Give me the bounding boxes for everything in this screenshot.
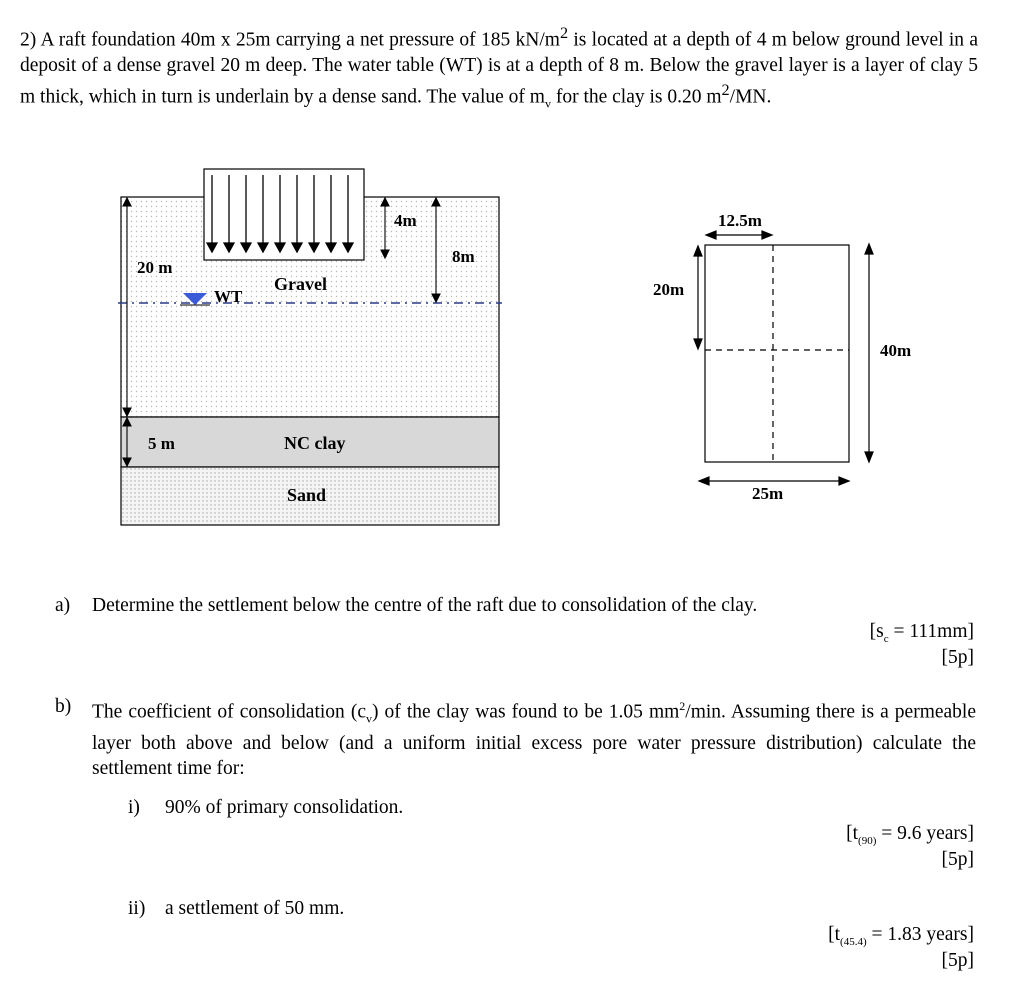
- label-sand: Sand: [287, 485, 327, 505]
- part-a-answer-rest: = 111mm]: [888, 621, 974, 642]
- part-bi-marker: i): [128, 797, 140, 818]
- intro-sup-1: 2: [559, 24, 569, 42]
- part-b-text-2: ) of the clay was found to be 1.05 mm: [371, 701, 680, 723]
- part-a-text: Determine the settlement below the centre of the raft due to consolidation of the clay.: [92, 595, 758, 616]
- label-8m: 8m: [452, 247, 475, 266]
- label-40m: 40m: [880, 341, 912, 360]
- part-a-marker: a): [55, 595, 71, 616]
- part-bi-answer-sub: (90): [858, 834, 877, 847]
- part-bii-marker: ii): [128, 898, 146, 919]
- label-nc-clay: NC clay: [284, 433, 346, 453]
- part-bii-answer-rest: = 1.83 years]: [866, 924, 974, 945]
- dim-20m: [694, 246, 702, 349]
- part-bii-marks: [5p]: [941, 950, 974, 971]
- label-wt: WT: [214, 287, 243, 306]
- label-4m: 4m: [394, 211, 417, 230]
- soil-section-figure: [110, 160, 510, 530]
- problem-statement: [20, 21, 978, 116]
- part-b-text: [92, 694, 976, 781]
- raft-plan-outline: [705, 245, 849, 462]
- part-b-text-1: The coefficient of consolidation (c: [92, 701, 366, 723]
- part-bii-text: a settlement of 50 mm.: [165, 898, 345, 919]
- part-b-sup: 2: [679, 699, 686, 713]
- raft-plan-figure: [640, 200, 912, 503]
- label-gravel: Gravel: [274, 274, 327, 294]
- part-b-marker: b): [55, 696, 72, 717]
- intro-text-2: is located at a depth of 4 m below ground level in a deposit of a dense gravel 20 m deep. The water table (WT) is at a depth of 8 m. Below the gravel layer is a layer of clay 5 m thick, which in turn is underlain by a dense sand. The value of m: [20, 29, 978, 107]
- part-bii-answer-open: [t: [828, 924, 841, 945]
- part-b-sub: v: [365, 711, 372, 726]
- label-25m: 25m: [752, 484, 784, 503]
- label-20m: 20 m: [137, 258, 173, 277]
- part-bi-answer-open: [t: [846, 823, 859, 844]
- label-5m: 5 m: [148, 434, 175, 453]
- label-20m-plan: 20m: [653, 280, 685, 299]
- intro-text-4: /MN.: [729, 86, 772, 107]
- dim-12-5m: [706, 231, 772, 239]
- part-bii-answer-sub: (45.4): [840, 935, 867, 948]
- intro-sup-2: 2: [721, 80, 730, 99]
- part-bi-answer-rest: = 9.6 years]: [876, 823, 974, 844]
- pressure-arrows: [207, 175, 353, 252]
- dim-40m: [865, 244, 873, 462]
- intro-sub-1: v: [544, 95, 551, 110]
- part-b-text-3: /min. Assuming there is a permeable layer both above and below (and a uniform initial excess pore water pressure distribution) calculate the settlement time for:: [92, 701, 977, 780]
- part-bi-text: 90% of primary consolidation.: [165, 797, 404, 818]
- part-a-answer-open: [s: [869, 621, 884, 642]
- label-12-5m: 12.5m: [718, 211, 762, 230]
- intro-text-1: 2) A raft foundation 40m x 25m carrying a net pressure of 185 kN/m: [20, 29, 560, 51]
- part-a-answer-sub: c: [883, 632, 889, 645]
- part-a-marks: [5p]: [941, 647, 974, 668]
- intro-text-3: for the clay is 0.20 m: [550, 86, 722, 107]
- part-bi-marks: [5p]: [941, 849, 974, 870]
